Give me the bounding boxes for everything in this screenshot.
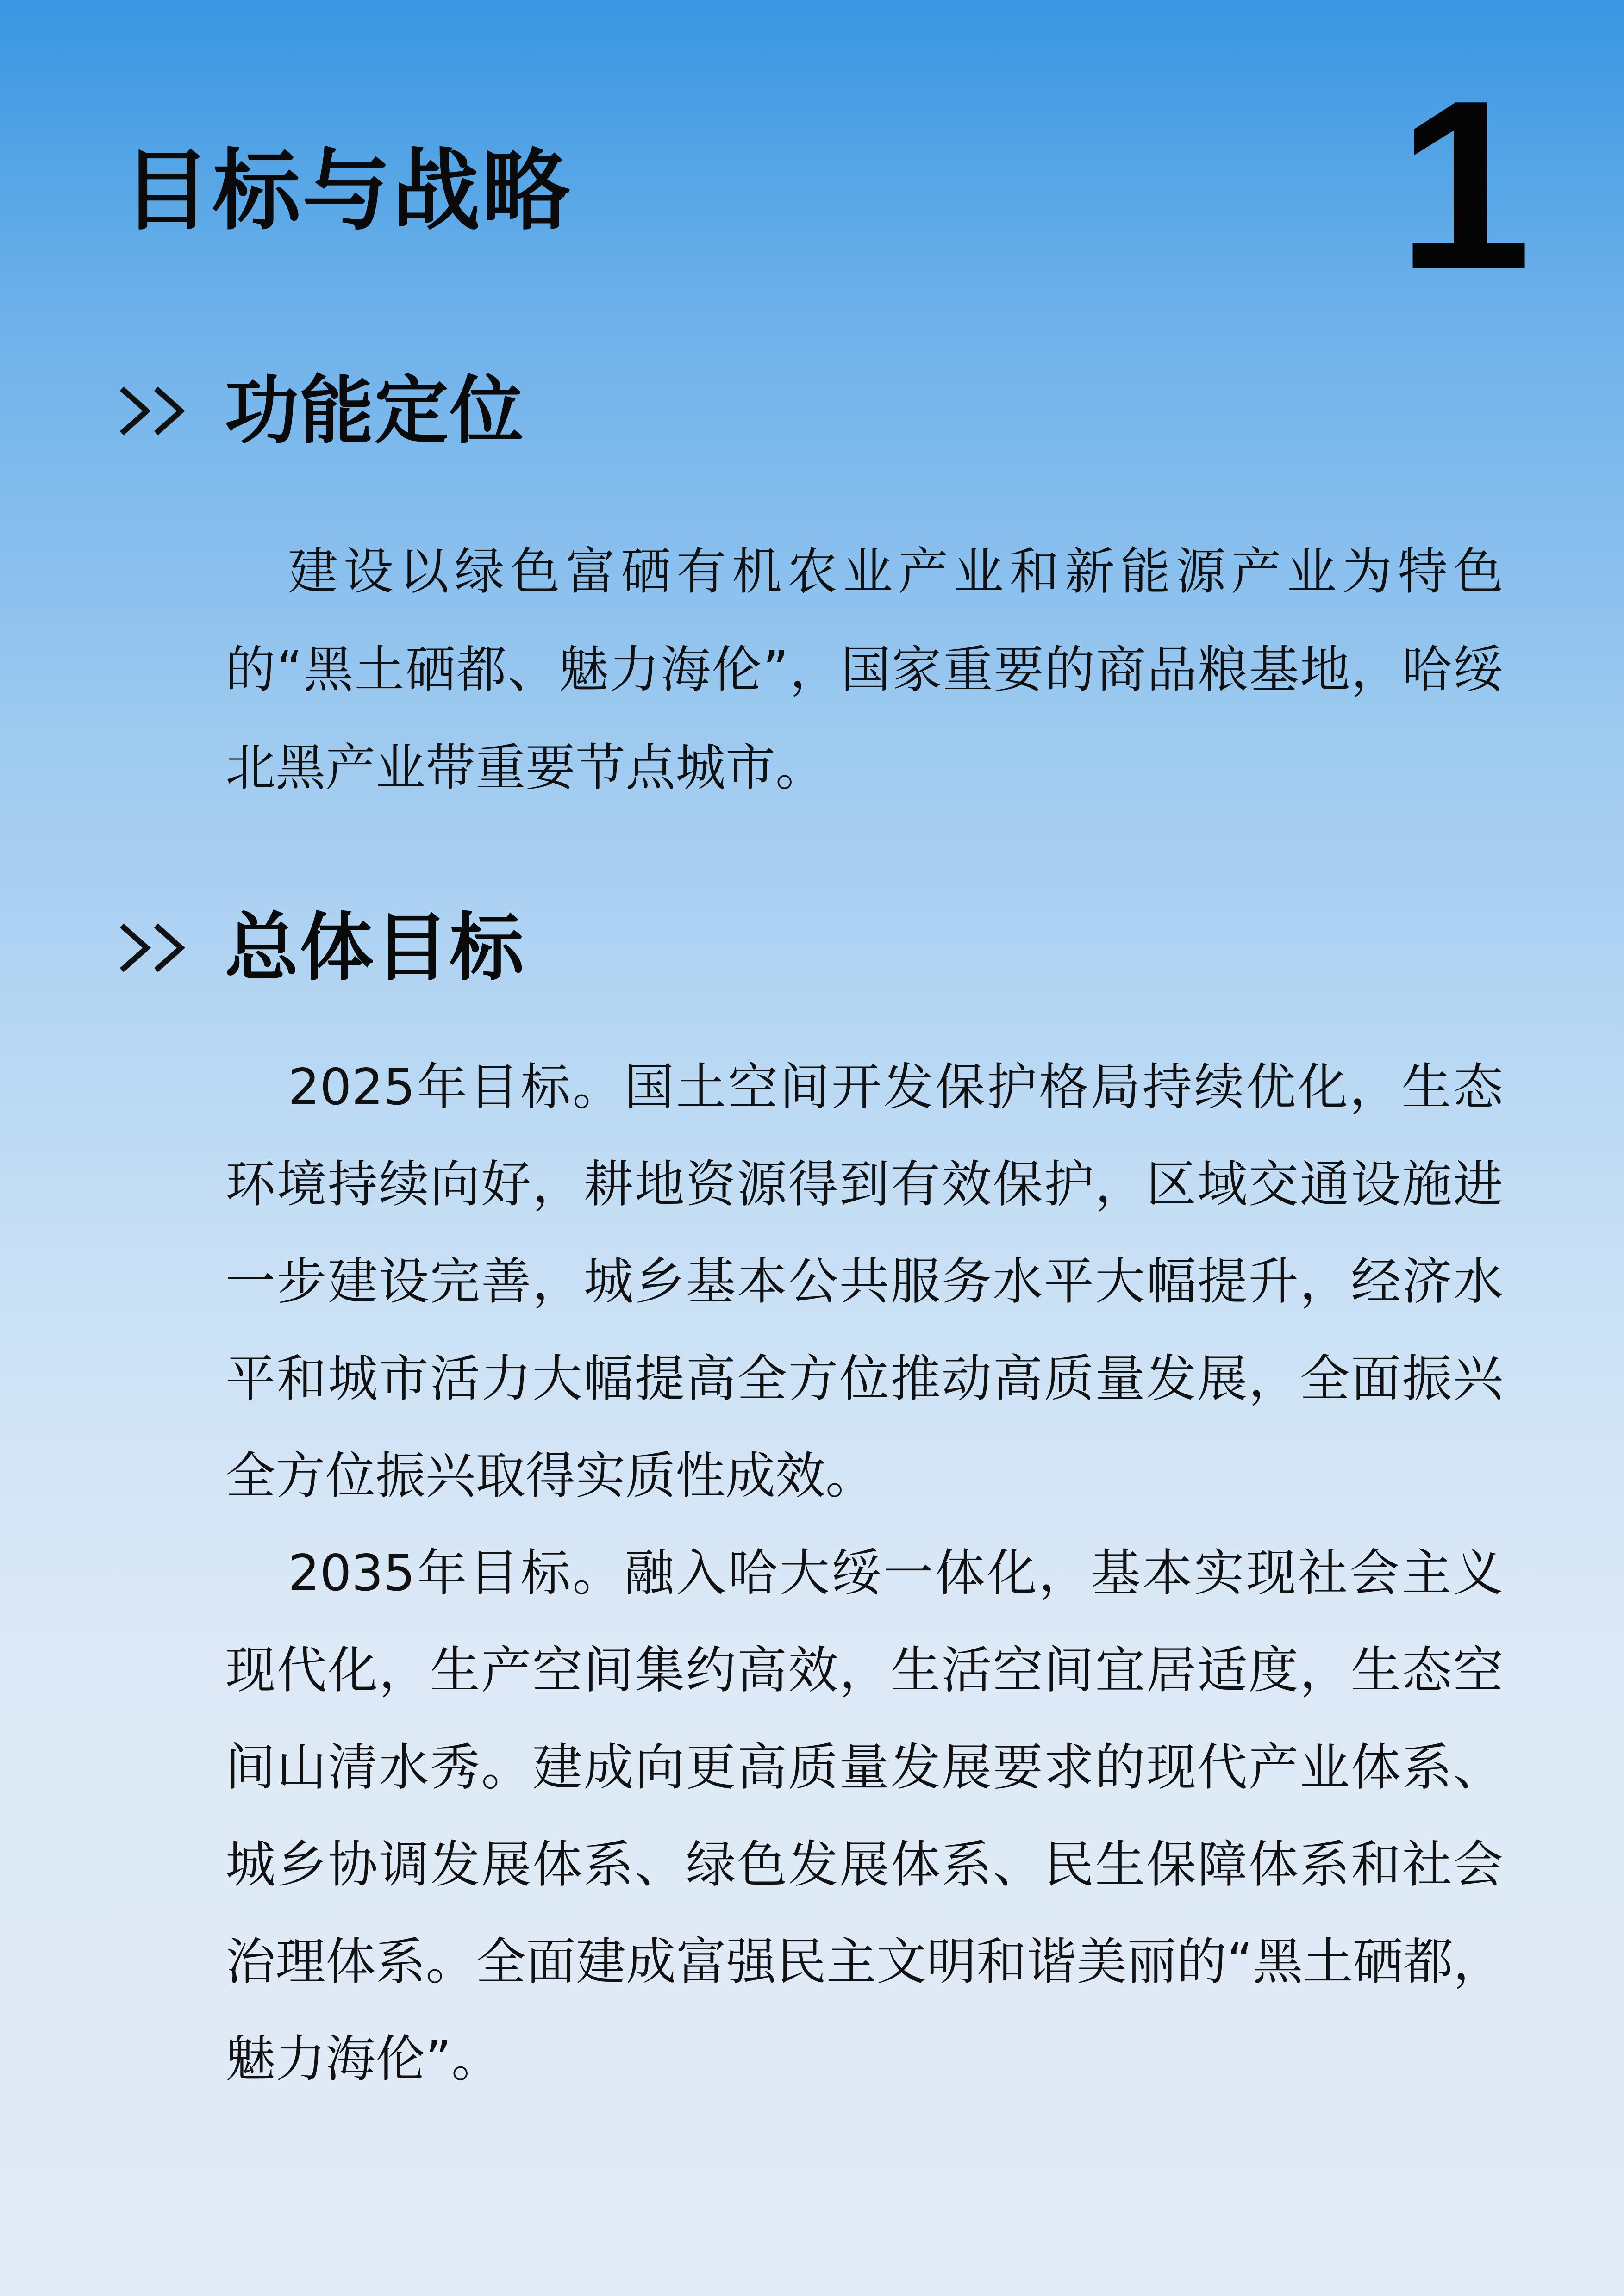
page-title: 目标与战略 — [123, 140, 572, 242]
paragraph-2035-goals: 2035年目标。融入哈大绥一体化，基本实现社会主义现代化，生产空间集约高效，生活空间宜居适度，生态空间山清水秀。建成向更高质量发展要求的现代产业体系、城乡协调发展体系、绿色发展体系、民生保障体系和社会治理体系。全面建成富强民主文明和谐美丽的“黑土硒都，魅力海伦”。 — [225, 1544, 1503, 2088]
double-chevron-icon — [118, 383, 190, 439]
section-heading-functional-positioning — [118, 367, 525, 454]
section-body-functional-positioning — [225, 523, 1503, 817]
chapter-number: 1 — [1397, 50, 1531, 319]
section-heading-text: 总体目标 — [225, 904, 525, 991]
paragraph-2025-goals: 2025年目标。国土空间开发保护格局持续优化，生态环境持续向好，耕地资源得到有效保护，区域交通设施进一步建设完善，城乡基本公共服务水平大幅提升，经济水平和城市活力大幅提高全方位推动高质量发展，全面振兴全方位振兴取得实质性成效。 — [225, 1058, 1503, 1505]
paragraph: 建设以绿色富硒有机农业产业和新能源产业为特色的“黑土硒都、魅力海伦”，国家重要的商品粮基地，哈绥北黑产业带重要节点城市。 — [225, 543, 1503, 797]
section-heading-text: 功能定位 — [225, 367, 525, 454]
double-chevron-icon — [118, 920, 190, 976]
section-body-overall-goals — [225, 1039, 1503, 2108]
section-heading-overall-goals — [118, 904, 525, 991]
